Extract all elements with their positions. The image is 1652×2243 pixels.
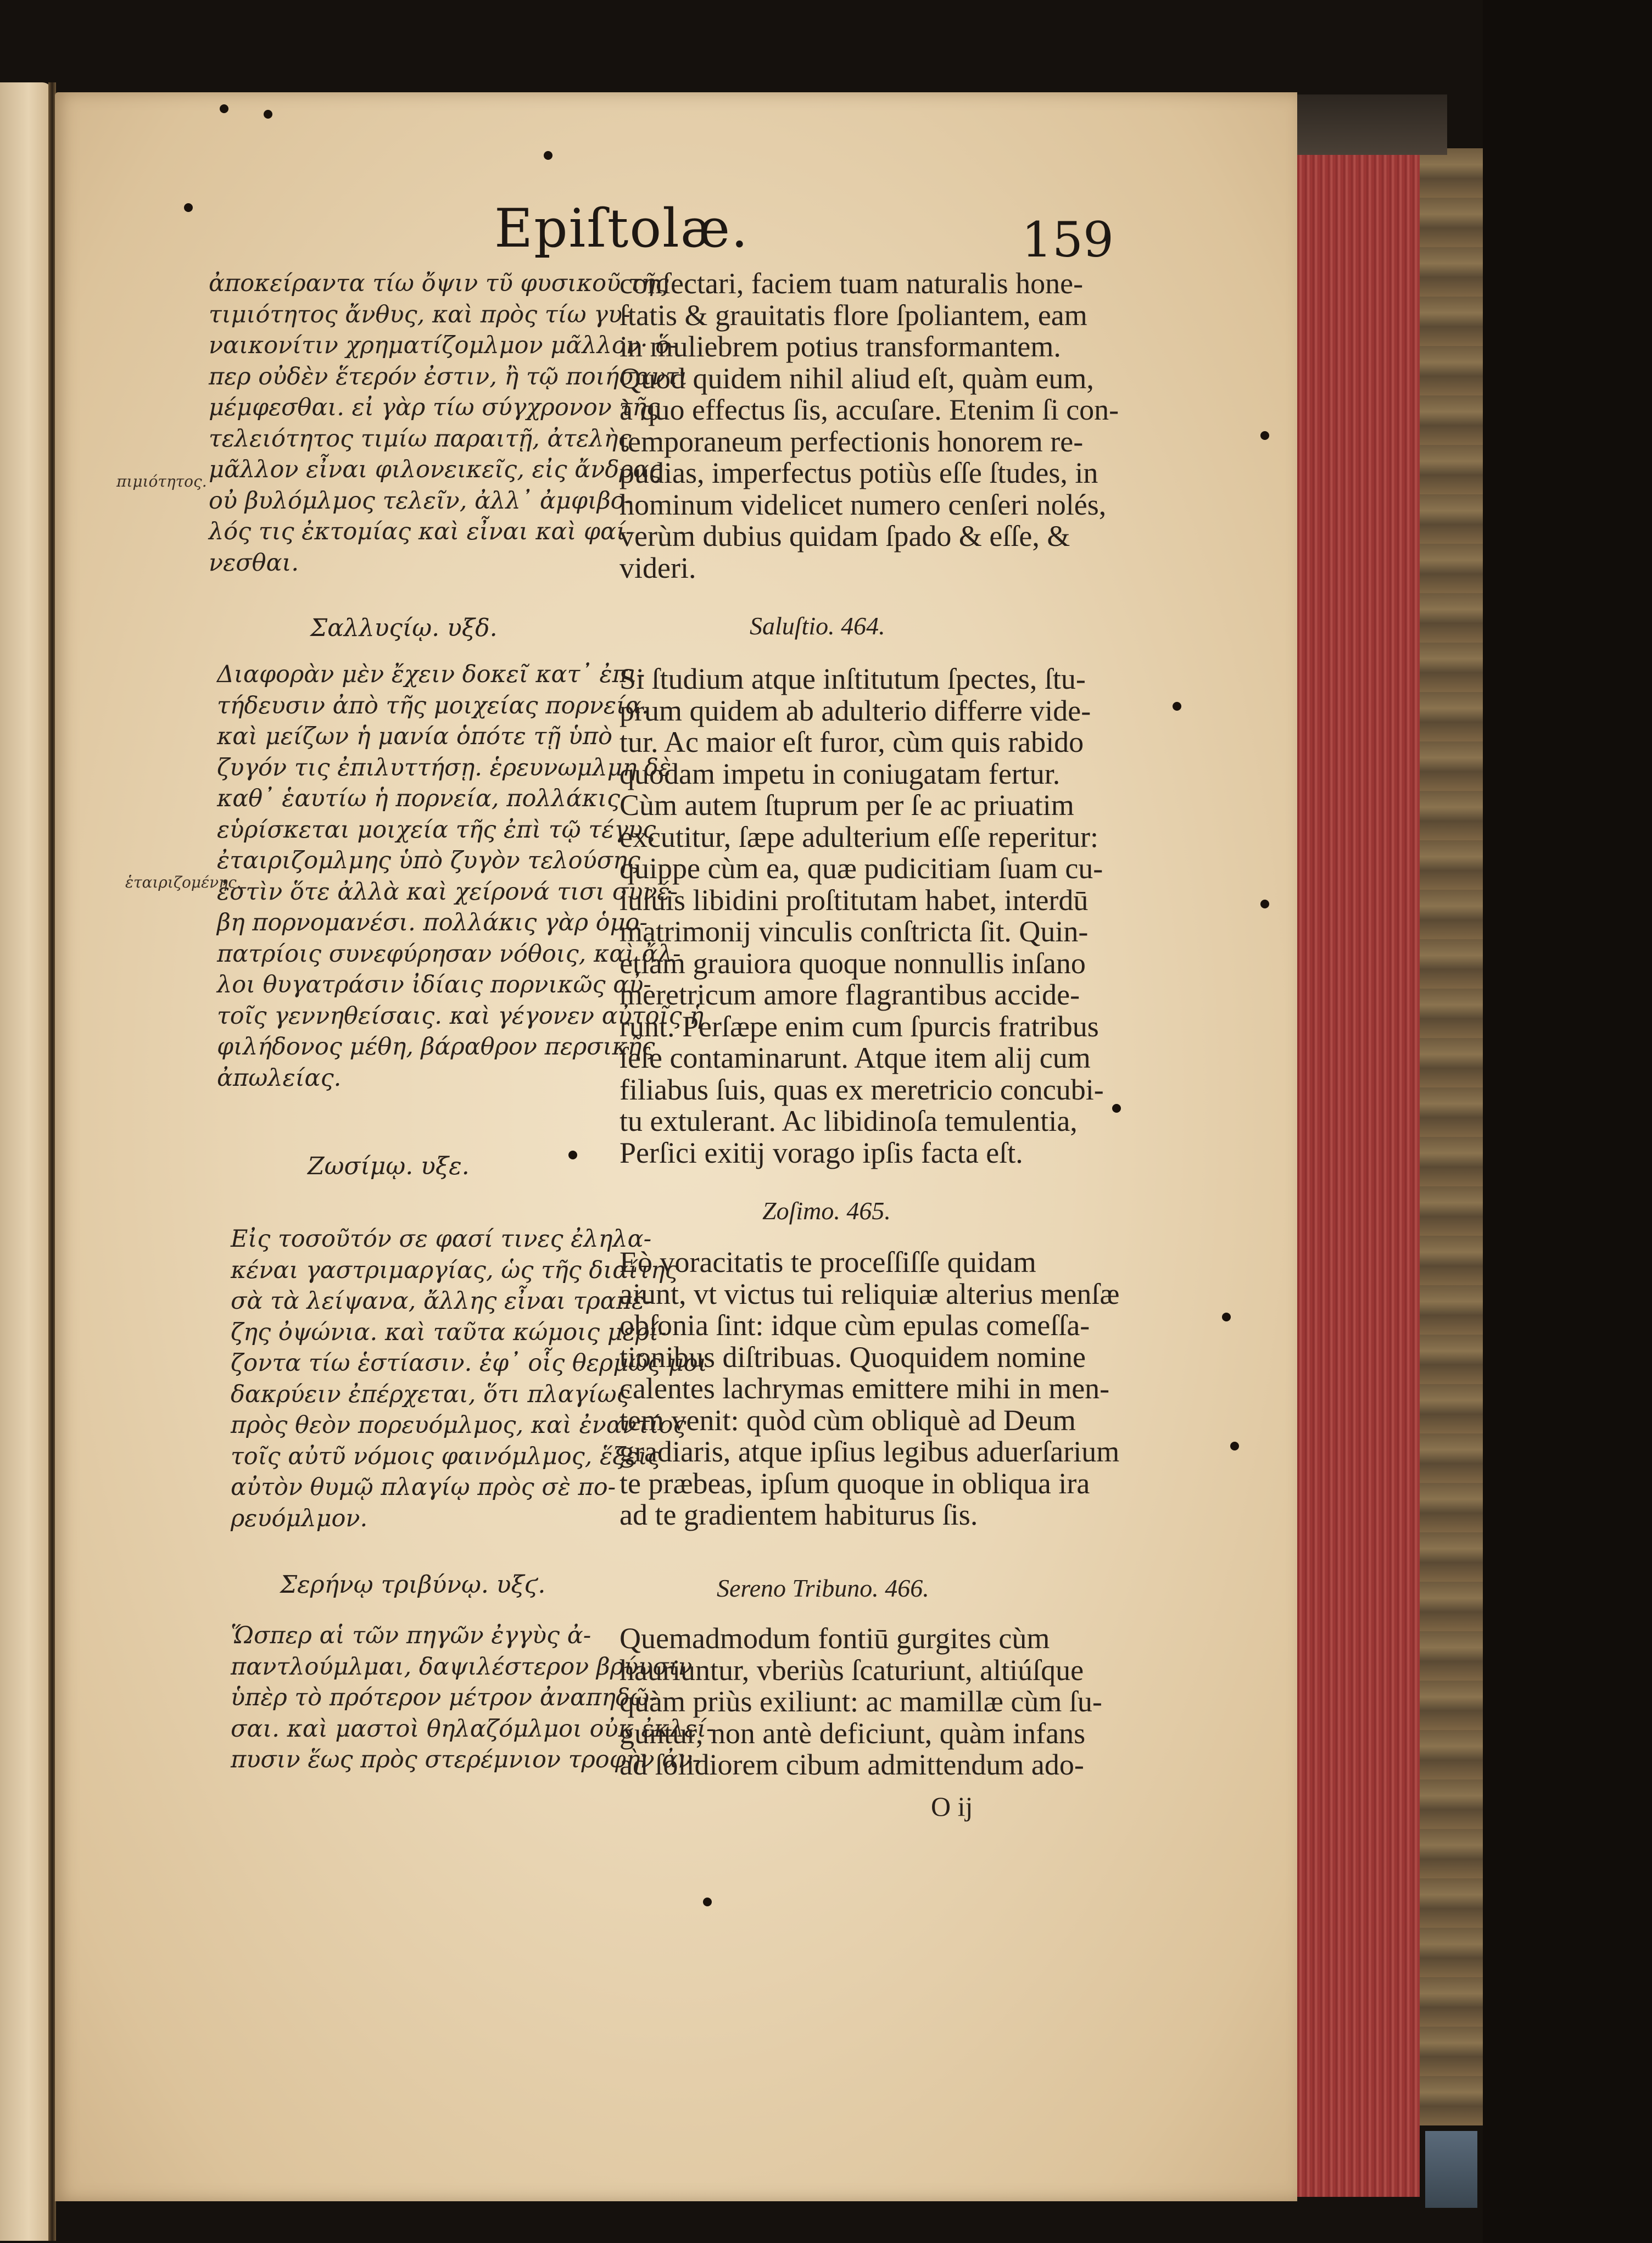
- wormhole-speck: [1230, 1442, 1239, 1450]
- book-cover-edge: [1417, 148, 1483, 2125]
- text-line: περ οὐδὲν ἕτερόν ἐστιν, ἢ τῷ ποιήσαντι: [209, 362, 688, 390]
- text-line: ἐστὶν ὅτε ἀλλὰ καὶ χείρονά τισι συνέ-: [217, 878, 678, 906]
- text-line: πυσιν ἕως πρὸς στερέμνιον τροφὴν ἀν-: [231, 1746, 701, 1773]
- wormhole-speck: [703, 1898, 712, 1906]
- text-line: Διαφορὰν μὲν ἔχειν δοκεῖ κατ᾽ ἐπι-: [217, 661, 645, 688]
- text-line: ζης ὀψώνια. καὶ ταῦτα κώμοις μερί-: [231, 1318, 667, 1346]
- text-line: μέμφεσθαι. εἰ γὰρ τίω σύγχρονον τῆς: [209, 394, 660, 421]
- wormhole-speck: [1260, 431, 1269, 440]
- latin-letter-3: [620, 1246, 1120, 1531]
- text-line: gradiaris, atque ipſius legibus aduerſarium: [620, 1435, 1120, 1468]
- latin-letter-4: [620, 1623, 1103, 1781]
- latin-letter-1: [620, 267, 1119, 584]
- letter-heading-greek: Σερήνῳ τριβύνῳ. υξϛ.: [280, 1571, 546, 1599]
- text-line: Quemadmodum fontiū gurgites cùm: [620, 1622, 1050, 1655]
- text-line: πατρίοις συνεφύρησαν νόθοις, καὶ ἄλ-: [217, 940, 681, 968]
- text-line: obſonia ſint: idque cùm epulas comeſſa-: [620, 1309, 1090, 1342]
- text-line: conſectari, faciem tuam naturalis hone-: [620, 267, 1084, 300]
- text-line: φιλήδονος μέθη, βάραθρον περσικῆς: [217, 1033, 655, 1061]
- text-line: Εἰς τοσοῦτόν σε φασί τινες ἐληλα-: [231, 1225, 652, 1253]
- text-line: μᾶλλον εἶναι φιλονεικεῖς, εἰς ἄνδρας: [209, 456, 662, 483]
- text-line: Perſici exitij vorago ipſis facta eſt.: [620, 1136, 1023, 1169]
- text-line: quàm priùs exiliunt: ac mamillæ cùm ſu-: [620, 1685, 1102, 1718]
- text-line: λοι θυγατράσιν ἰδίαις πορνικῶς αὐ-: [217, 971, 651, 998]
- text-line: filiabus ſuis, quas ex meretricio concubi-: [620, 1073, 1104, 1106]
- text-line: ἀποκείραντα τίω ὄψιν τῦ φυσικοῦ τῆς: [209, 270, 669, 297]
- text-line: temporaneum perfectionis honorem re-: [620, 425, 1084, 458]
- text-line: τοῖς αὐτῦ νόμοις φαινόμλμος, ἕξεις: [231, 1442, 661, 1470]
- letter-heading-greek: Σαλλυςίῳ. υξδ.: [310, 614, 498, 642]
- text-line: Quod quidem nihil aliud eſt, quàm eum,: [620, 361, 1094, 395]
- text-line: quodam impetu in coniugatam fertur.: [620, 757, 1061, 790]
- text-line: hauriuntur, vberiùs ſcaturiunt, altiúſque: [620, 1653, 1084, 1687]
- text-line: meretricum amore flagrantibus accide-: [620, 978, 1080, 1011]
- text-line: matrimonij vinculis conſtricta ſit. Quin-: [620, 915, 1089, 948]
- wormhole-speck: [220, 104, 228, 113]
- table-surface: [1483, 0, 1652, 2243]
- page-number: 159: [1022, 211, 1114, 268]
- text-line: νεσθαι.: [209, 549, 299, 577]
- text-line: iuſuis libidini proſtitutam habet, interdū: [620, 883, 1089, 917]
- text-line: σὰ τὰ λείψανα, ἄλλης εἶναι τραπέ-: [231, 1287, 652, 1315]
- text-line: tu extulerant. Ac libidinoſa temulentia,: [620, 1104, 1078, 1137]
- margin-note: πιμιότητος.: [116, 472, 207, 490]
- left-page-edge: [0, 82, 52, 2241]
- text-line: pudias, imperfectus potiùs eſſe ſtudes, in: [620, 456, 1098, 489]
- text-line: ζοντα τίω ἑστίασιν. ἐφ᾽ οἷς θερμῶς μοι: [231, 1349, 707, 1377]
- text-line: Si ſtudium atque inſtitutum ſpectes, ſtu-: [620, 662, 1086, 695]
- letter-heading-latin: Sereno Tribuno. 466.: [717, 1574, 929, 1602]
- wormhole-speck: [1112, 1104, 1121, 1113]
- text-line: Cùm autem ſtuprum per ſe ac priuatim: [620, 789, 1074, 822]
- text-line: prum quidem ab adulterio differre vide-: [620, 694, 1091, 727]
- text-line: ἀπωλείας.: [217, 1064, 342, 1092]
- text-line: Eò voracitatis te proceſſiſſe quidam: [620, 1246, 1036, 1279]
- text-line: calentes lachrymas emittere mihi in men-: [620, 1372, 1110, 1405]
- text-line: tem venit: quòd cùm obliquè ad Deum: [620, 1403, 1076, 1437]
- wormhole-speck: [1260, 900, 1269, 908]
- text-line: te præbeas, ipſum quoque in obliqua ira: [620, 1466, 1090, 1500]
- text-line: ad ſolidiorem cibum admittendum ado-: [620, 1748, 1084, 1781]
- running-head: Epiſtolæ.: [494, 198, 749, 259]
- text-line: βη πορνομανέσι. πολλάκις γὰρ ὁμο-: [217, 909, 648, 936]
- text-line: ναικονίτιν χρηματίζομλμον μᾶλλον· ὅ-: [209, 332, 678, 359]
- letter-heading-greek: Ζωσίμῳ. υξε.: [308, 1152, 470, 1180]
- text-line: tionibus diſtribuas. Quoquidem nomine: [620, 1340, 1086, 1374]
- wormhole-speck: [1222, 1313, 1231, 1321]
- text-line: ſeſe contaminarunt. Atque item alij cum: [620, 1041, 1091, 1074]
- wormhole-speck: [1173, 702, 1181, 711]
- text-line: ρευόμλμον.: [231, 1504, 368, 1532]
- greek-letter-4: [231, 1620, 715, 1776]
- text-line: excutitur, ſæpe adulterium eſſe reperitur:: [620, 820, 1099, 853]
- wormhole-speck: [544, 151, 552, 160]
- text-line: εὑρίσκεται μοιχεία τῆς ἐπὶ τῷ τέγυς: [217, 816, 656, 844]
- text-line: κέναι γαστριμαργίας, ὡς τῆς διαίτης: [231, 1256, 678, 1284]
- text-line: à quo effectus ſis, accuſare. Etenim ſi con-: [620, 393, 1119, 426]
- wormhole-speck: [184, 203, 193, 212]
- text-line: videri.: [620, 551, 696, 584]
- signature-mark: O ij: [931, 1791, 973, 1822]
- text-line: τιμιότητος ἄνθυς, καὶ πρὸς τίω γυ-: [209, 300, 630, 328]
- text-line: verùm dubius quidam ſpado & eſſe, &: [620, 520, 1070, 553]
- letter-heading-latin: Saluſtio. 464.: [750, 612, 885, 640]
- text-line: quippe cùm ea, quæ pudicitiam ſuam cu-: [620, 852, 1103, 885]
- greek-letter-3: [231, 1224, 707, 1534]
- text-line: τήδευσιν ἀπὸ τῆς μοιχείας πορνεία.: [217, 691, 649, 719]
- text-line: λός τις ἐκτομίας καὶ εἶναι καὶ φαί-: [209, 518, 634, 545]
- text-line: ſtatis & grauitatis flore ſpoliantem, eam: [620, 298, 1087, 332]
- text-line: aiunt, vt victus tui reliquiæ alterius menſæ: [620, 1277, 1120, 1310]
- text-line: καὶ μείζων ἡ μανία ὁπότε τῇ ὑπὸ: [217, 723, 613, 750]
- page-edges: [1288, 99, 1420, 2197]
- text-line: runt. Perſæpe enim cum ſpurcis fratribus: [620, 1009, 1099, 1043]
- text-line: τοῖς γεννηθείσαις. καὶ γέγονεν αὐτοῖς ἡ: [217, 1002, 704, 1030]
- text-line: δακρύειν ἐπέρχεται, ὅτι πλαγίως: [231, 1380, 630, 1408]
- wormhole-speck: [568, 1151, 577, 1159]
- text-line: παντλούμλμαι, δαψιλέστερον βρύυσιν: [231, 1653, 693, 1681]
- text-line: etiam grauiora quoque nonnullis inſano: [620, 946, 1086, 980]
- text-line: τελειότητος τιμίω παραιτῇ, ἀτελὴς: [209, 425, 632, 453]
- text-line: ζυγόν τις ἐπιλυττήσῃ. ἑρευνωμλμη δὲ: [217, 754, 671, 782]
- text-line: hominum videlicet numero cenſeri nolés,: [620, 488, 1107, 521]
- text-line: καθ᾽ ἑαυτίω ἡ πορνεία, πολλάκις: [217, 785, 621, 812]
- greek-letter-2: [217, 659, 704, 1093]
- text-line: ad te gradientem habiturus ſis.: [620, 1498, 978, 1531]
- margin-note: ἑταιριζομένης.: [125, 873, 242, 891]
- text-line: ἐταιριζομλμης ὑπὸ ζυγὸν τελούσης: [217, 847, 640, 874]
- text-line: tur. Ac maior eſt furor, cùm quis rabido: [620, 726, 1084, 758]
- text-line: Ὥσπερ αἱ τῶν πηγῶν ἐγγὺς ἀ-: [231, 1622, 591, 1649]
- letter-heading-latin: Zoſimo. 465.: [762, 1197, 891, 1225]
- text-line: σαι. καὶ μαστοὶ θηλαζόμλμοι οὐκ ἐκλεί-: [231, 1715, 715, 1743]
- book-cover-top: [1288, 94, 1447, 155]
- text-line: ὑπὲρ τὸ πρότερον μέτρον ἀναπηδῶ-: [231, 1684, 657, 1711]
- text-line: guntur, non antè deficiunt, quàm infans: [620, 1716, 1086, 1750]
- book-cover-corner: [1425, 2131, 1477, 2208]
- text-line: πρὸς θεὸν πορευόμλμος, καὶ ἐναντίος: [231, 1411, 687, 1439]
- latin-letter-2: [620, 663, 1103, 1169]
- wormhole-speck: [264, 110, 272, 119]
- text-line: οὐ βυλόμλμος τελεῖν, ἀλλ᾽ ἀμφιβο-: [209, 487, 633, 515]
- text-line: αὐτὸν θυμῷ πλαγίῳ πρὸς σὲ πο-: [231, 1474, 616, 1501]
- text-line: in muliebrem potius transformantem.: [620, 330, 1061, 363]
